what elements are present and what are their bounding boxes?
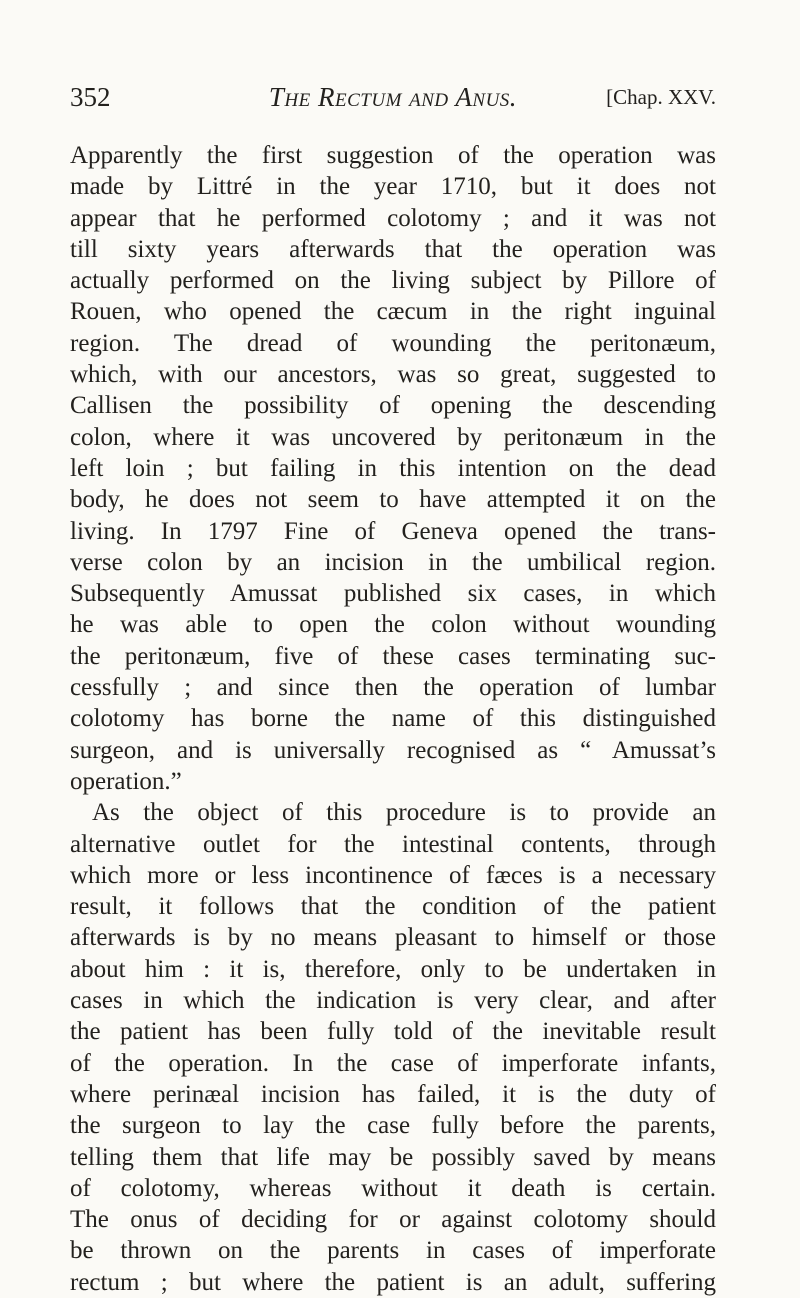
text-line: which more or less incontinence of fæces is a necessary (70, 861, 716, 889)
text-line: verse colon by an incision in the umbilical region. (70, 548, 716, 576)
text-line: region. The dread of wounding the peritonæum, (70, 329, 716, 357)
text-line: rectum ; but where the patient is an adult, suffering (70, 1268, 716, 1296)
text-line: which, with our ancestors, was so great, suggested to (70, 361, 716, 389)
running-title: The Rectum and Anus. (268, 82, 518, 112)
text-line: left loin ; but failing in this intention on the dead (70, 454, 716, 482)
text-line: result, it follows that the condition of the patient (70, 893, 716, 921)
text-line: cessfully ; and since then the operation of lumbar (70, 674, 716, 702)
text-line: the patient has been fully told of the inevitable result (70, 1018, 716, 1046)
text-line: Subsequently Amussat published six cases, in which (70, 580, 716, 608)
text-line: Apparently the first suggestion of the operation was (70, 142, 716, 169)
text-line: surgeon, and is universally recognised as “ Amussat’s (70, 736, 716, 764)
text-line: appear that he performed colotomy ; and it was not (70, 204, 716, 232)
text-line: of the operation. In the case of imperforate infants, (70, 1049, 716, 1077)
chapter-reference: [Chap. XXV. (606, 85, 716, 109)
page-header (70, 80, 716, 114)
text-line: be thrown on the parents in cases of imperforate (70, 1237, 716, 1265)
text-line: The onus of deciding for or against colotomy should (70, 1206, 716, 1234)
text-line: cases in which the indication is very clear, and after (70, 987, 716, 1015)
text-line: As the object of this procedure is to provide an (92, 799, 716, 827)
text-line: where perinæal incision has failed, it is the duty of (70, 1080, 716, 1108)
text-line: about him : it is, therefore, only to be undertaken in (70, 955, 716, 983)
text-line: afterwards is by no means pleasant to himself or those (70, 924, 716, 952)
text-line: telling them that life may be possibly saved by means (70, 1143, 716, 1171)
text-line: the peritonæum, five of these cases terminating suc- (70, 642, 716, 670)
page-number: 352 (70, 82, 111, 112)
text-line: made by Littré in the year 1710, but it does not (70, 173, 716, 201)
text-line: he was able to open the colon without wounding (70, 611, 716, 639)
text-line: colon, where it was uncovered by peritonæum in the (70, 423, 716, 451)
text-line: till sixty years afterwards that the operation was (70, 235, 716, 263)
text-line: Callisen the possibility of opening the descending (70, 392, 716, 420)
text-line: operation.” (70, 767, 182, 795)
text-line: living. In 1797 Fine of Geneva opened the trans- (70, 517, 716, 545)
text-line: alternative outlet for the intestinal contents, through (70, 830, 716, 858)
text-line: Rouen, who opened the cæcum in the right inguinal (70, 298, 716, 326)
text-line: of colotomy, whereas without it death is certain. (70, 1174, 716, 1202)
text-line: colotomy has borne the name of this distinguished (70, 705, 716, 733)
text-line: actually performed on the living subject by Pillore of (70, 267, 716, 295)
text-line: body, he does not seem to have attempted it on the (70, 486, 716, 514)
body-text (70, 140, 716, 1298)
text-line: the surgeon to lay the case fully before the parents, (70, 1112, 716, 1140)
